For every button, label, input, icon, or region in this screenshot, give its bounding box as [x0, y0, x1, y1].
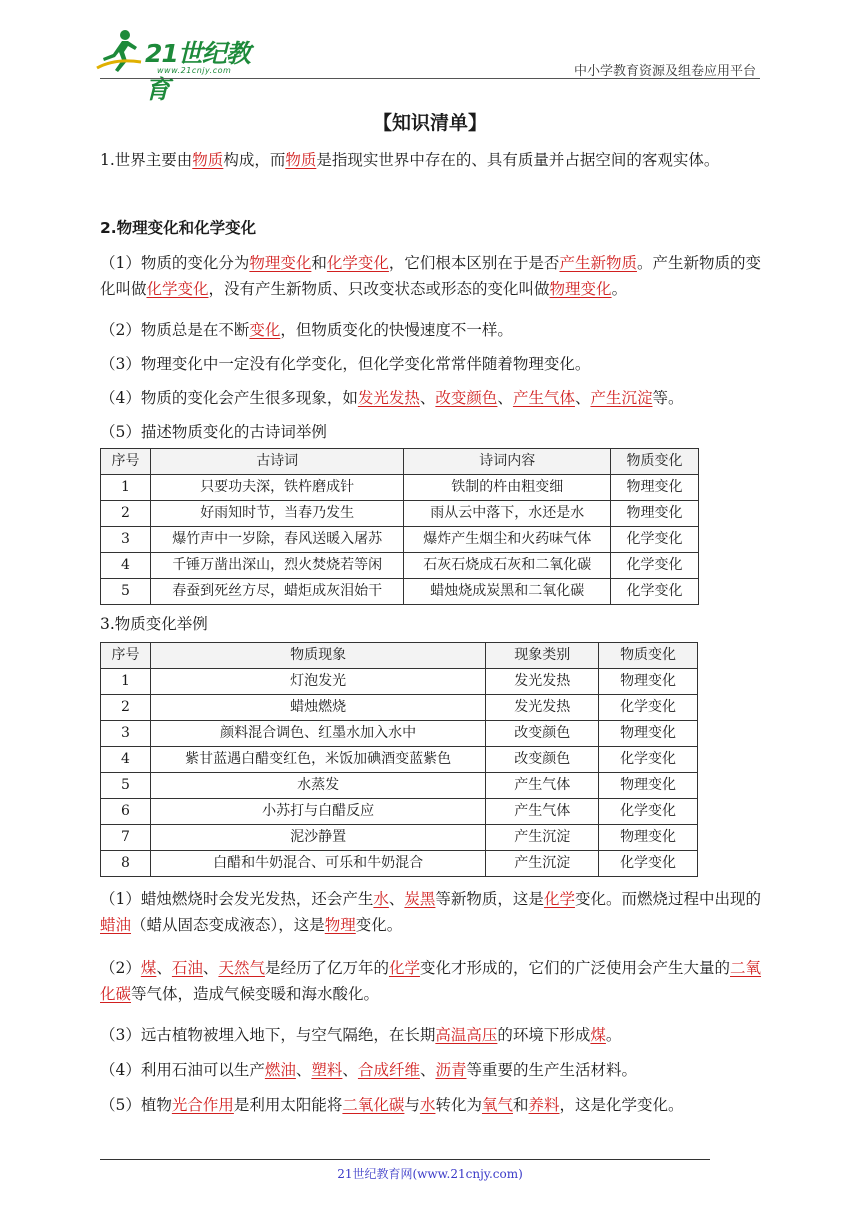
keyword: 物理 [324, 916, 356, 934]
table-cell: 产生沉淀 [486, 851, 599, 877]
table-cell: 颜料混合调色、红墨水加入水中 [150, 721, 485, 747]
table-cell: 物理变化 [599, 669, 698, 695]
paragraph-3-3: （3）远古植物被埋入地下，与空气隔绝，在长期高温高压的环境下形成煤。 [100, 1026, 622, 1044]
table-cell: 石灰石烧成石灰和二氧化碳 [404, 553, 611, 579]
column-header: 现象类别 [486, 643, 599, 669]
column-header: 序号 [101, 449, 151, 475]
table-cell: 千锤万凿出深山，烈火焚烧若等闲 [150, 553, 404, 579]
keyword: 化学变化 [146, 280, 209, 298]
keyword: 二氧化碳 [342, 1096, 405, 1114]
keyword: 改变颜色 [435, 389, 498, 407]
table-cell: 紫甘蓝遇白醋变红色，米饭加碘酒变蓝紫色 [150, 747, 485, 773]
table-cell: 雨从云中落下，水还是水 [404, 501, 611, 527]
table-cell: 好雨知时节，当春乃发生 [150, 501, 404, 527]
keyword: 化学 [388, 959, 420, 977]
table-cell: 物理变化 [599, 721, 698, 747]
table-cell: 5 [101, 579, 151, 605]
table-cell: 3 [101, 721, 151, 747]
table-cell: 物理变化 [611, 501, 699, 527]
table-cell: 化学变化 [611, 527, 699, 553]
keyword: 煤 [590, 1026, 606, 1044]
table-cell: 3 [101, 527, 151, 553]
table-row [101, 825, 698, 851]
table-header-row [101, 449, 699, 475]
table-row [101, 527, 699, 553]
keyword: 化学 [543, 890, 575, 908]
keyword: 养料 [528, 1096, 560, 1114]
keyword: 石油 [171, 959, 203, 977]
table-row [101, 695, 698, 721]
column-header: 古诗词 [150, 449, 404, 475]
table-cell: 春蚕到死丝方尽，蜡炬成灰泪始干 [150, 579, 404, 605]
table-row [101, 721, 698, 747]
table-row [101, 669, 698, 695]
keyword: 蜡油 [100, 916, 132, 934]
table-cell: 物理变化 [599, 773, 698, 799]
logo-text: 21世纪教育 [145, 39, 250, 104]
paragraph-3-4: （4）利用石油可以生产燃油、塑料、合成纤维、沥青等重要的生产生活材料。 [100, 1061, 637, 1079]
paragraph-2-1: （1）物质的变化分为物理变化和化学变化，它们根本区别在于是否产生新物质。产生新物质的变化叫做化学变化，没有产生新物质、只改变状态或形态的变化叫做物理变化。 [100, 254, 761, 298]
table-cell: 水蒸发 [150, 773, 485, 799]
keyword: 物理变化 [249, 254, 312, 272]
table-row [101, 475, 699, 501]
keyword: 燃油 [264, 1061, 296, 1079]
logo-url: www.21cnjy.com [157, 66, 232, 75]
table-row [101, 851, 698, 877]
paragraph-2-5: （5）描述物质变化的古诗词举例 [100, 423, 327, 441]
keyword: 炭黑 [404, 890, 436, 908]
keyword: 二氧化碳 [100, 959, 762, 1003]
keyword: 发光发热 [357, 389, 420, 407]
logo [95, 28, 265, 104]
column-header: 物质变化 [611, 449, 699, 475]
table-cell: 铁制的杵由粗变细 [404, 475, 611, 501]
paragraph-2-4: （4）物质的变化会产生很多现象，如发光发热、改变颜色、产生气体、产生沉淀等。 [100, 389, 684, 407]
column-header: 物质变化 [599, 643, 698, 669]
table-row [101, 773, 698, 799]
table-cell: 泥沙静置 [150, 825, 485, 851]
table-cell: 产生气体 [486, 773, 599, 799]
keyword: 塑料 [311, 1061, 343, 1079]
table-cell: 物理变化 [611, 475, 699, 501]
table-cell: 8 [101, 851, 151, 877]
keyword: 合成纤维 [357, 1061, 420, 1079]
keyword: 光合作用 [171, 1096, 234, 1114]
table-cell: 6 [101, 799, 151, 825]
keyword: 水 [419, 1096, 436, 1114]
keyword: 高温高压 [435, 1026, 498, 1044]
table-cell: 2 [101, 501, 151, 527]
paragraph-3-2: （2）煤、石油、天然气是经历了亿万年的化学变化才形成的，它们的广泛使用会产生大量的二氧化碳等气体，造成气候变暖和海水酸化。 [100, 959, 762, 1003]
poem-table [100, 448, 699, 605]
table-row [101, 553, 699, 579]
table-cell: 化学变化 [599, 851, 698, 877]
paragraph-2-3: （3）物理变化中一定没有化学变化，但化学变化常常伴随着物理变化。 [100, 355, 591, 373]
keyword: 水 [373, 890, 389, 908]
footer-divider [100, 1159, 710, 1160]
keyword: 物理变化 [549, 280, 612, 298]
keyword: 沥青 [435, 1061, 467, 1079]
keyword: 天然气 [218, 959, 265, 977]
table-cell: 1 [101, 475, 151, 501]
table-cell: 改变颜色 [486, 721, 599, 747]
table-cell: 4 [101, 553, 151, 579]
keyword: 物质 [192, 151, 224, 169]
table-row [101, 501, 699, 527]
table-cell: 化学变化 [599, 695, 698, 721]
column-header: 物质现象 [150, 643, 485, 669]
table-cell: 化学变化 [611, 579, 699, 605]
table-row [101, 747, 698, 773]
table-cell: 只要功夫深，铁杵磨成针 [150, 475, 404, 501]
table-cell: 蜡烛燃烧 [150, 695, 485, 721]
examples-table [100, 642, 698, 877]
table-cell: 2 [101, 695, 151, 721]
table-cell: 灯泡发光 [150, 669, 485, 695]
keyword: 物质 [285, 151, 317, 169]
table-cell: 产生沉淀 [486, 825, 599, 851]
paragraph-2-2: （2）物质总是在不断变化，但物质变化的快慢速度不一样。 [100, 321, 513, 339]
header-divider [100, 78, 760, 79]
table-cell: 化学变化 [611, 553, 699, 579]
paragraph-3-5: （5）植物光合作用是利用太阳能将二氧化碳与水转化为氧气和养料，这是化学变化。 [100, 1096, 684, 1114]
table-cell: 1 [101, 669, 151, 695]
page-footer: 21世纪教育网(www.21cnjy.com) [337, 1167, 523, 1181]
table-cell: 发光发热 [486, 695, 599, 721]
table-cell: 化学变化 [599, 747, 698, 773]
table-cell: 小苏打与白醋反应 [150, 799, 485, 825]
table-cell: 改变颜色 [486, 747, 599, 773]
column-header: 诗词内容 [404, 449, 611, 475]
table-cell: 白醋和牛奶混合、可乐和牛奶混合 [150, 851, 485, 877]
table-cell: 7 [101, 825, 151, 851]
page-header [95, 28, 760, 104]
table-header-row [101, 643, 698, 669]
table-cell: 爆竹声中一岁除，春风送暖入屠苏 [150, 527, 404, 553]
table-cell: 发光发热 [486, 669, 599, 695]
table-cell: 蜡烛烧成炭黑和二氧化碳 [404, 579, 611, 605]
keyword: 煤 [140, 959, 157, 977]
keyword: 产生沉淀 [590, 389, 653, 407]
page-title: 【知识清单】 [372, 112, 487, 134]
table-cell: 5 [101, 773, 151, 799]
table-cell: 4 [101, 747, 151, 773]
platform-name: 中小学教育资源及组卷应用平台 [573, 64, 756, 79]
keyword: 产生气体 [512, 389, 575, 407]
runner-logo-icon [95, 28, 145, 76]
table-cell: 物理变化 [599, 825, 698, 851]
section-1-paragraph: 1.世界主要由物质构成，而物质是指现实世界中存在的、具有质量并占据空间的客观实体。 [100, 151, 720, 169]
table-cell: 化学变化 [599, 799, 698, 825]
paragraph-3-1: （1）蜡烛燃烧时会发光发热，还会产生水、炭黑等新物质，这是化学变化。而燃烧过程中出现的蜡油（蜡从固态变成液态），这是物理变化。 [100, 890, 761, 934]
table-cell: 产生气体 [486, 799, 599, 825]
table-cell: 爆炸产生烟尘和火药味气体 [404, 527, 611, 553]
keyword: 化学变化 [326, 254, 389, 272]
keyword: 变化 [249, 321, 281, 339]
table-row [101, 579, 699, 605]
section-3-heading: 3.物质变化举例 [100, 615, 208, 633]
column-header: 序号 [101, 643, 151, 669]
keyword: 氧气 [481, 1096, 513, 1114]
section-2-heading: 2.物理变化和化学变化 [100, 219, 257, 237]
keyword: 产生新物质 [559, 254, 637, 272]
table-row [101, 799, 698, 825]
